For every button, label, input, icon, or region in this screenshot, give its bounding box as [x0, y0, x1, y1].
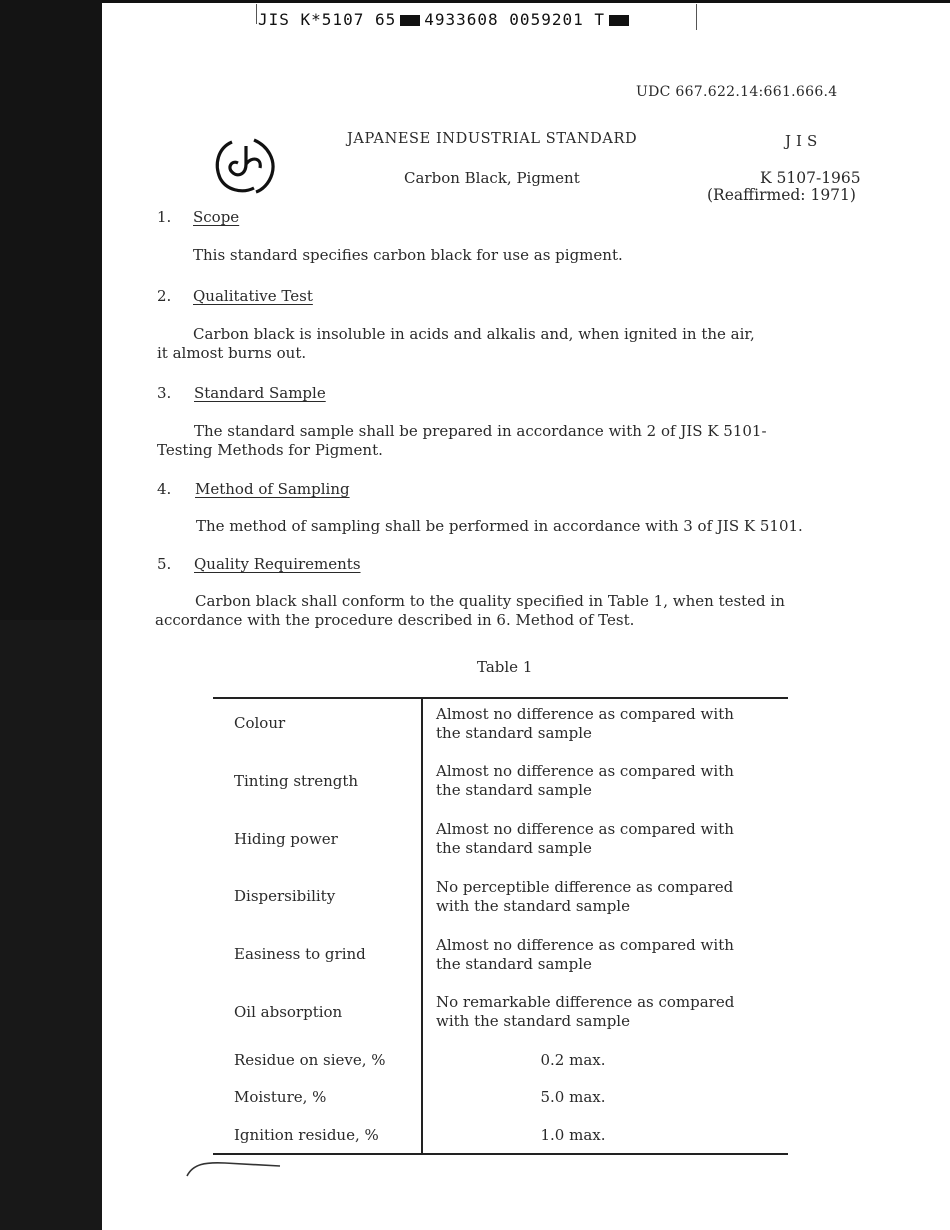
table-caption: Table 1: [477, 658, 533, 676]
table-column-divider: [421, 697, 423, 1155]
redaction-block: [609, 15, 629, 26]
section-title: Standard Sample: [194, 384, 326, 402]
row-value: 1.0 max.: [540, 1126, 606, 1144]
row-value-line: Almost no difference as compared with: [436, 820, 734, 838]
row-label: Dispersibility: [234, 887, 336, 905]
header-mark-right: [696, 4, 697, 30]
row-value: 0.2 max.: [540, 1051, 606, 1069]
scan-top-edge: [102, 0, 950, 3]
row-value: [436, 762, 781, 800]
section-text: it almost burns out.: [157, 344, 307, 362]
jis-tag: JIS: [785, 132, 823, 150]
section-text: The standard sample shall be prepared in accordance with 2 of JIS K 5101-: [194, 422, 767, 440]
row-value: [436, 936, 781, 974]
standard-number: K 5107-1965: [760, 169, 861, 187]
section-text: Carbon black is insoluble in acids and alkalis and, when ignited in the air,: [193, 325, 755, 343]
row-value-line: with the standard sample: [436, 1012, 630, 1030]
row-label: Ignition residue, %: [234, 1126, 379, 1144]
row-value-line: Almost no difference as compared with: [436, 936, 734, 954]
section-title: Quality Requirements: [194, 555, 361, 573]
section-title: Method of Sampling: [195, 480, 350, 498]
row-value-line: the standard sample: [436, 955, 592, 973]
section-text: The method of sampling shall be performed in accordance with 3 of JIS K 5101.: [196, 517, 803, 535]
row-value-line: No perceptible difference as compared: [436, 878, 734, 896]
jis-logo-icon: [212, 134, 278, 196]
row-label: Hiding power: [234, 830, 338, 848]
row-value: [436, 705, 781, 743]
document-code-part2: 4933608 0059201 T: [424, 10, 605, 29]
scan-shade: [0, 620, 102, 1230]
section-title: Qualitative Test: [193, 287, 313, 305]
row-value: [436, 878, 781, 916]
standard-subject: Carbon Black, Pigment: [404, 169, 580, 187]
section-text: accordance with the procedure described in 6. Method of Test.: [155, 611, 635, 629]
section-number: 5.: [157, 555, 172, 573]
row-value: [436, 993, 781, 1031]
scan-scribble: [185, 1158, 305, 1178]
row-value-line: the standard sample: [436, 839, 592, 857]
row-value-line: No remarkable difference as compared: [436, 993, 735, 1011]
section-number: 1.: [157, 208, 172, 226]
row-value-line: with the standard sample: [436, 897, 630, 915]
row-value-line: Almost no difference as compared with: [436, 762, 734, 780]
section-number: 4.: [157, 480, 172, 498]
section-title: Scope: [193, 208, 240, 226]
document-code-part1: JIS K*5107 65: [258, 10, 397, 29]
table-bottom-rule: [213, 1153, 788, 1155]
scan-margin: [0, 0, 102, 1230]
section-number: 2.: [157, 287, 172, 305]
row-value-line: the standard sample: [436, 781, 592, 799]
udc-number: UDC 667.622.14:661.666.4: [636, 84, 838, 100]
row-label: Easiness to grind: [234, 945, 366, 963]
row-value-line: the standard sample: [436, 724, 592, 742]
row-label: Tinting strength: [234, 772, 359, 790]
table-top-rule: [213, 697, 788, 699]
row-value-line: Almost no difference as compared with: [436, 705, 734, 723]
header-mark-left: [256, 4, 257, 24]
redaction-block: [400, 15, 420, 26]
section-text: Carbon black shall conform to the quality specified in Table 1, when tested in: [195, 592, 785, 610]
row-label: Moisture, %: [234, 1088, 327, 1106]
row-value: 5.0 max.: [540, 1088, 606, 1106]
section-number: 3.: [157, 384, 172, 402]
standard-title: JAPANESE INDUSTRIAL STANDARD: [347, 131, 638, 147]
row-label: Colour: [234, 714, 286, 732]
document-code: [258, 10, 633, 29]
row-label: Oil absorption: [234, 1003, 343, 1021]
row-value: [436, 820, 781, 858]
row-label: Residue on sieve, %: [234, 1051, 386, 1069]
section-text: Testing Methods for Pigment.: [157, 441, 383, 459]
section-text: This standard specifies carbon black for use as pigment.: [193, 246, 623, 264]
reaffirmed-date: (Reaffirmed: 1971): [707, 186, 856, 204]
